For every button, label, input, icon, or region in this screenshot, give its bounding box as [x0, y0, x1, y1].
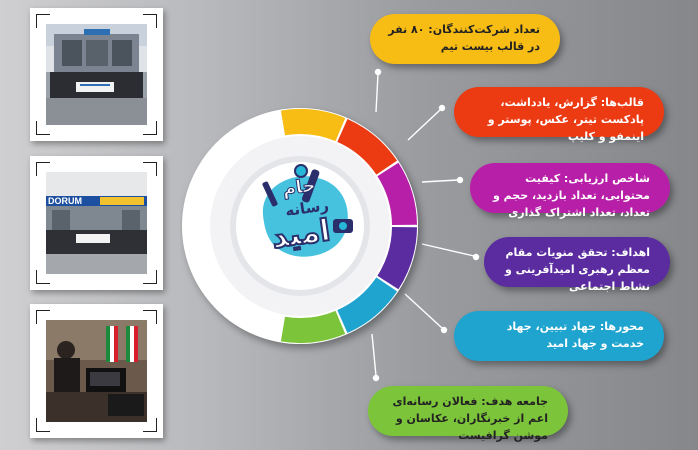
pill-text: شاخص ارزیابی: کیفیت محتوایی، تعداد بازدید، حجم و تعداد، تعداد اشتراک گذاری — [493, 172, 650, 219]
info-pill-axes — [454, 311, 664, 361]
logo-text-omid: امید — [269, 213, 333, 256]
info-pill-audience — [368, 386, 568, 442]
pill-text: جامعه هدف: فعالان رسانه‌ای اعم از خبرنگاران، عکاسان و موشن گرافیست — [392, 395, 548, 442]
center-logo — [243, 155, 363, 275]
info-pill-evaluation — [470, 163, 670, 219]
pill-text: محورها: جهاد تبیین، جهاد خدمت و جهاد امید — [506, 320, 644, 350]
pill-text: تعداد شرکت‌کنندگان: ۸۰ نفر در قالب بیست تیم — [388, 23, 540, 53]
info-pill-goals — [484, 237, 670, 293]
logo-text-resaneh: رسانه — [284, 196, 330, 220]
logo-text-jam: جام — [281, 174, 317, 201]
pill-text: قالب‌ها: گزارش، یادداشت، پادکست تیتر، عکس، پوستر و اینمفو و کلیپ — [487, 96, 644, 143]
info-pill-participants — [370, 14, 560, 64]
pill-text: اهداف: تحقق منویات مقام معظم رهبری امیدآفرینی و نشاط اجتماعی — [504, 246, 650, 293]
photo-banner-text: DORUM — [48, 196, 82, 206]
info-pill-formats — [454, 87, 664, 143]
